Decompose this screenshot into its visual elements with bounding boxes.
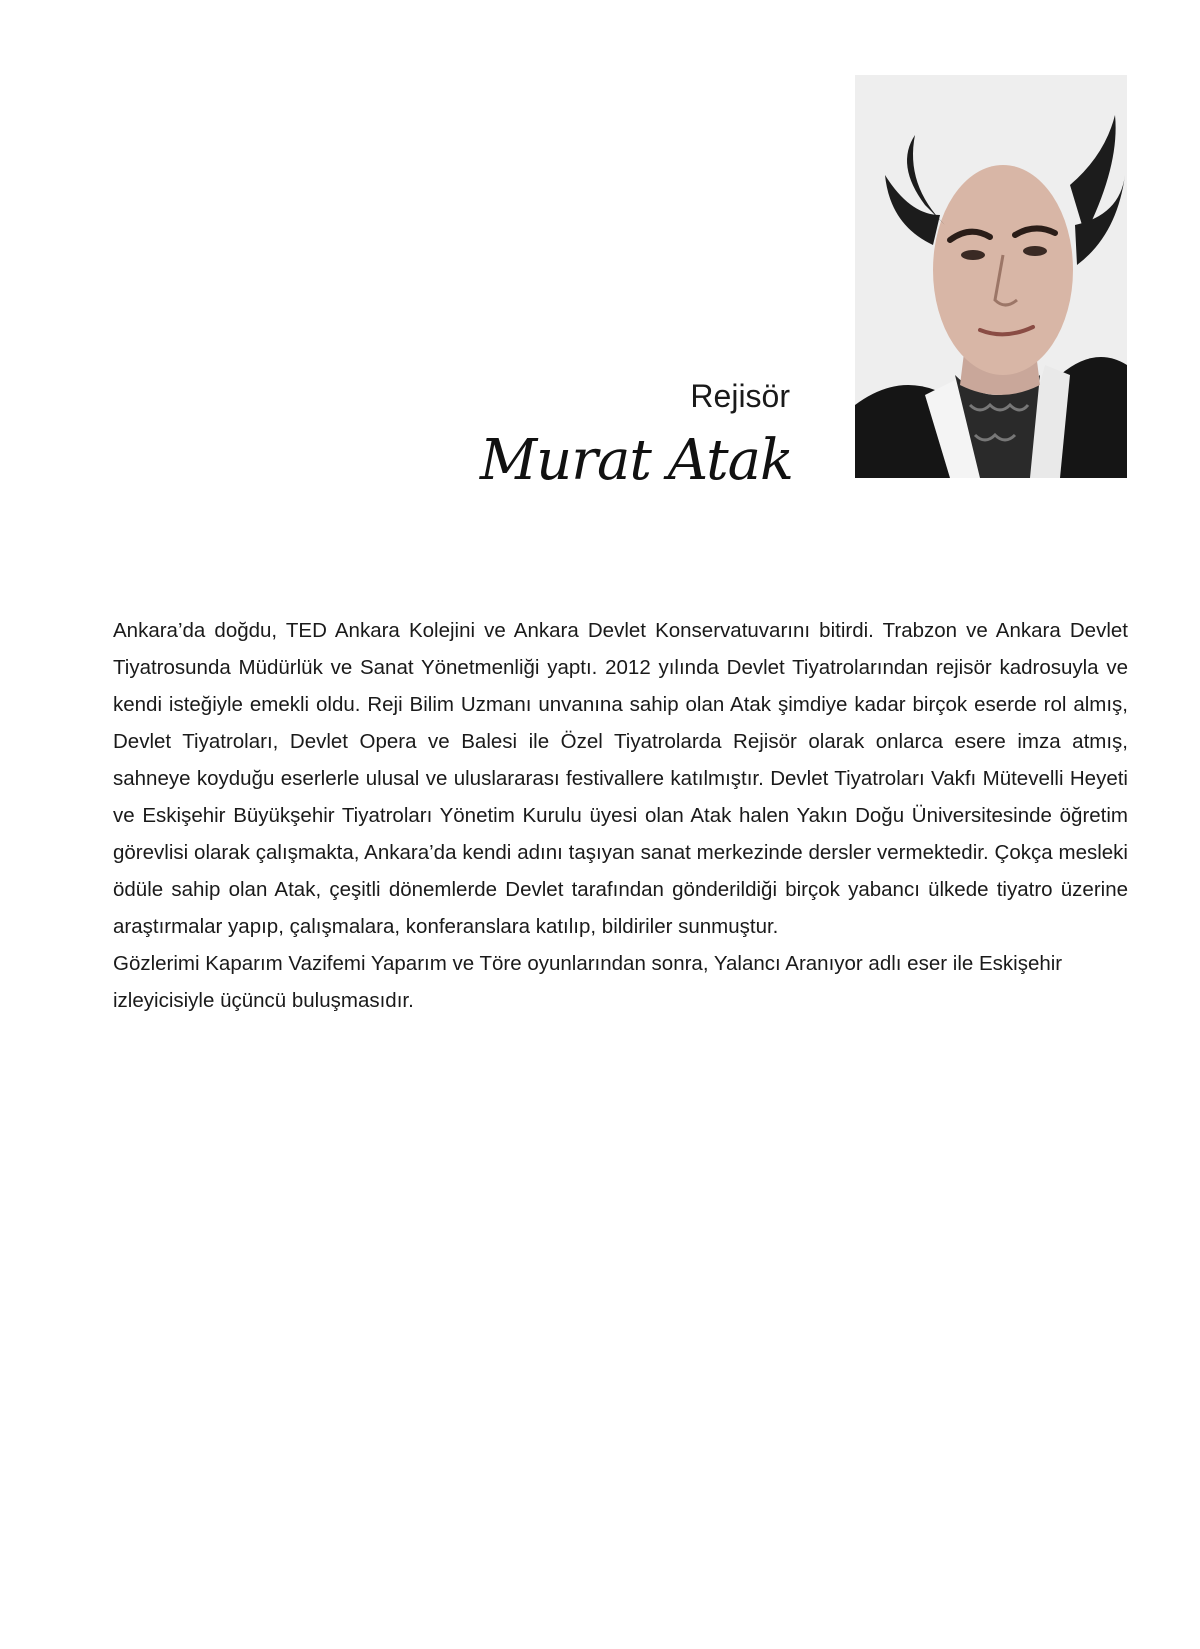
- role-title: Rejisör: [690, 378, 790, 414]
- portrait-photo: [855, 75, 1127, 478]
- biography: [113, 612, 1128, 1019]
- person-name: Murat Atak: [479, 428, 793, 493]
- bio-paragraph: Ankara’da doğdu, TED Ankara Kolejini ve Ankara Devlet Konservatuvarını bitirdi. Trabzon ve Ankara Devlet Tiyatrosunda Müdürlük ve Sanat Yönetmenliği yaptı. 2012 yılında Devlet Tiyatrolarından rejisör kadrosuyla ve kendi isteğiyle emekli oldu. Reji Bilim Uzmanı unvanına sahip olan Atak şimdiye kadar birçok eserde rol almış, Devlet Tiyatroları, Devlet Opera ve Balesi ile Özel Tiyatrolarda Rejisör olarak onlarca esere imza atmış, sahneye koyduğu eserlerle ulusal ve uluslararası festivallere katılmıştır. Devlet Tiyatroları Vakfı Mütevelli Heyeti ve Eskişehir Büyükşehir Tiyatroları Yönetim Kurulu üyesi olan Atak halen Yakın Doğu Üniversitesinde öğretim görevlisi olarak çalışmakta, Ankara’da kendi adını taşıyan sanat merkezinde dersler vermektedir. Çokça mesleki ödüle sahip olan Atak, çeşitli dönemlerde Devlet tarafından gönderildiği birçok yabancı ülkede tiyatro üzerine araştırmalar yapıp, çalışmalara, konferanslara katılıp, bildiriler sunmuştur.: [113, 619, 1128, 938]
- portrait-illustration: [855, 75, 1127, 478]
- bio-paragraph: Gözlerimi Kaparım Vazifemi Yaparım ve Töre oyunlarından sonra, Yalancı Aranıyor adlı eser ile Eskişehir izleyicisiyle üçüncü buluşmasıdır.: [113, 952, 1063, 1012]
